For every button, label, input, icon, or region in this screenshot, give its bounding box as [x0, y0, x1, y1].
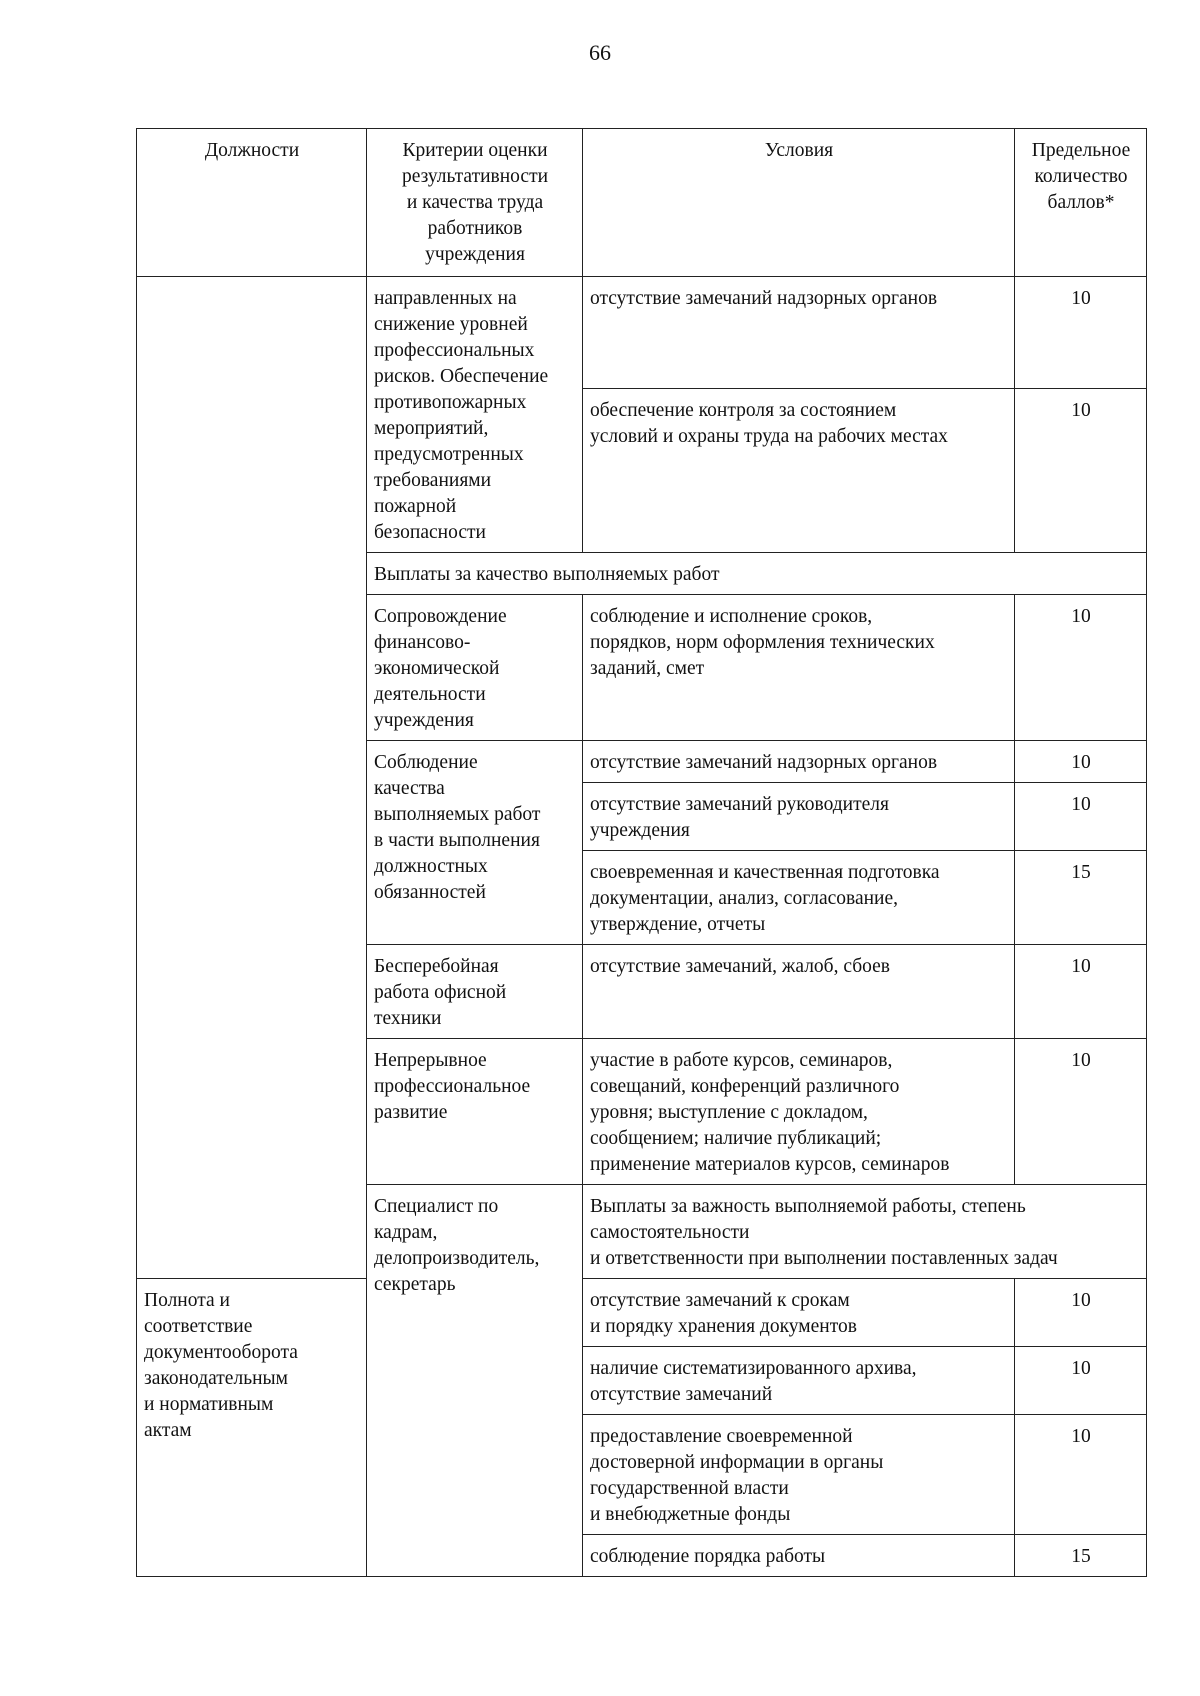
condition-cell: отсутствие замечаний надзорных органов [583, 277, 1015, 389]
condition-cell: соблюдение и исполнение сроков, порядков, норм оформления технических заданий, смет [583, 595, 1015, 741]
points-cell: 10 [1015, 1415, 1147, 1535]
points-cell: 15 [1015, 851, 1147, 945]
condition-cell: участие в работе курсов, семинаров, совещаний, конференций различного уровня; выступление с докладом, сообщением; наличие публикаций; применение материалов курсов, семинаров [583, 1039, 1015, 1185]
page-number: 66 [589, 40, 611, 65]
condition-cell: отсутствие замечаний к срокам и порядку хранения документов [583, 1279, 1015, 1347]
points-cell: 10 [1015, 595, 1147, 741]
table-header-row [137, 129, 1147, 277]
position-cell: Специалист по кадрам, делопроизводитель, секретарь [367, 1185, 583, 1577]
header-max-points: Предельное количество баллов* [1015, 129, 1147, 277]
section-title: Выплаты за важность выполняемой работы, степень самостоятельности и ответственности при выполнении поставленных задач [583, 1185, 1147, 1279]
criteria-cell: Соблюдение качества выполняемых работ в части выполнения должностных обязанностей [367, 741, 583, 945]
points-cell: 10 [1015, 1279, 1147, 1347]
criteria-cell: Сопровождение финансово- экономической деятельности учреждения [367, 595, 583, 741]
header-criteria: Критерии оценки результативности и качества труда работников учреждения [367, 129, 583, 277]
points-cell: 10 [1015, 389, 1147, 553]
condition-cell: отсутствие замечаний, жалоб, сбоев [583, 945, 1015, 1039]
section-title: Выплаты за качество выполняемых работ [367, 553, 1147, 595]
header-conditions: Условия [583, 129, 1015, 277]
criteria-cell: Полнота и соответствие документооборота законодательным и нормативным актам [137, 1279, 367, 1577]
condition-cell: отсутствие замечаний руководителя учреждения [583, 783, 1015, 851]
position-cell-empty [137, 277, 367, 1279]
points-cell: 15 [1015, 1535, 1147, 1577]
condition-cell: обеспечение контроля за состоянием условий и охраны труда на рабочих местах [583, 389, 1015, 553]
header-position: Должности [137, 129, 367, 277]
points-cell: 10 [1015, 277, 1147, 389]
condition-cell: своевременная и качественная подготовка документации, анализ, согласование, утверждение, отчеты [583, 851, 1015, 945]
points-cell: 10 [1015, 945, 1147, 1039]
points-cell: 10 [1015, 1039, 1147, 1185]
condition-cell: соблюдение порядка работы [583, 1535, 1015, 1577]
condition-cell: отсутствие замечаний надзорных органов [583, 741, 1015, 783]
points-cell: 10 [1015, 741, 1147, 783]
criteria-cell: Непрерывное профессиональное развитие [367, 1039, 583, 1185]
condition-cell: предоставление своевременной достоверной информации в органы государственной власти и внебюджетные фонды [583, 1415, 1015, 1535]
points-cell: 10 [1015, 783, 1147, 851]
condition-cell: наличие систематизированного архива, отсутствие замечаний [583, 1347, 1015, 1415]
criteria-cell: Бесперебойная работа офисной техники [367, 945, 583, 1039]
evaluation-criteria-table [136, 128, 1147, 1577]
criteria-cell: направленных на снижение уровней профессиональных рисков. Обеспечение противопожарных мероприятий, предусмотренных требованиями пожарной безопасности [367, 277, 583, 553]
points-cell: 10 [1015, 1347, 1147, 1415]
table-row [137, 1279, 1147, 1347]
table-row [137, 277, 1147, 389]
